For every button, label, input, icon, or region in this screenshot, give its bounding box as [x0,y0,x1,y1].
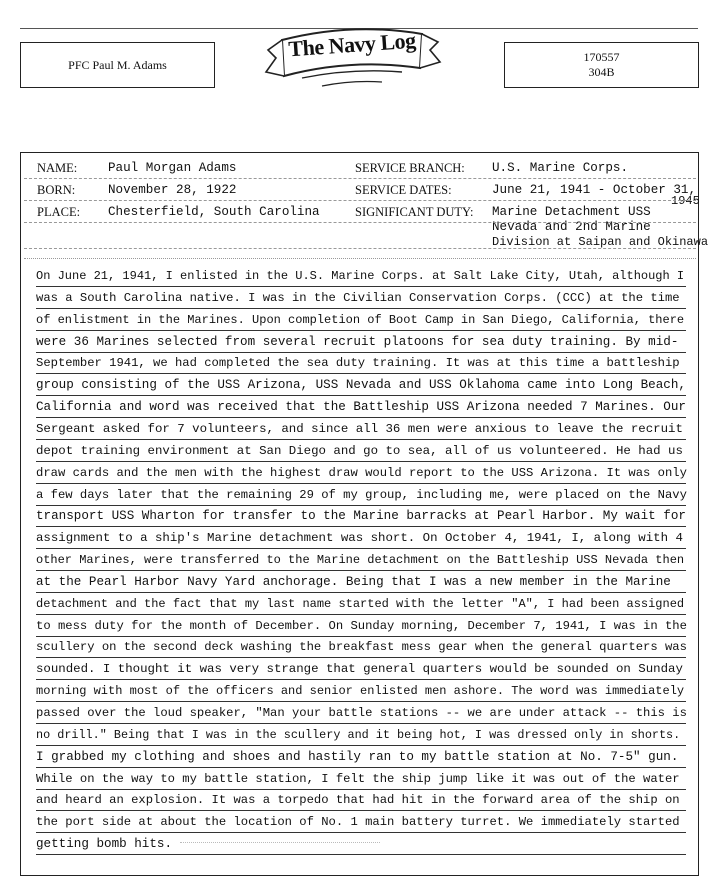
born-label: BORN: [37,183,76,197]
dates-end-year: 1945 [671,194,700,208]
name-box-text: PFC Paul M. Adams [68,57,167,72]
dates-label: SERVICE DATES: [355,183,452,197]
rule [24,178,696,179]
narrative-line: On June 21, 1941, I enlisted in the U.S. Marine Corps. at Salt Lake City, Utah, although I [36,266,686,287]
narrative-line: scullery on the second deck washing the breakfast mess gear when the general quarters was [36,637,686,658]
narrative-line: getting bomb hits. [36,834,686,855]
place-value: Chesterfield, South Carolina [108,205,320,219]
narrative-line: other Marines, were transferred to the Marine detachment on the Battleship USS Nevada then [36,550,686,571]
narrative-line: Sergeant asked for 7 volunteers, and since all 36 men were anxious to leave the recruit [36,419,686,440]
name-value: Paul Morgan Adams [108,161,237,175]
narrative-line: the port side at about the location of No. 1 main battery turret. We immediately started [36,812,686,833]
born-value: November 28, 1922 [108,183,237,197]
id-number: 170557 [583,50,620,64]
branch-label: SERVICE BRANCH: [355,161,465,175]
branch-value: U.S. Marine Corps. [492,161,629,175]
narrative-line: assignment to a ship's Marine detachment was short. On October 4, 1941, I, along with 4 [36,528,686,549]
logo-title: The Navy Log [287,27,417,62]
rule [24,248,696,249]
narrative-line: sounded. I thought it was very strange that general quarters would be sounded on Sunday [36,659,686,680]
duty-line-2: Nevada and 2nd Marine [492,220,651,234]
narrative-line: at the Pearl Harbor Navy Yard anchorage. Being that I was a new member in the Marine [36,572,686,593]
id-box [504,42,699,88]
place-label: PLACE: [37,205,81,219]
narrative-line: were 36 Marines selected from several recruit platoons for sea duty training. By mid- [36,332,686,353]
narrative-line: depot training environment at San Diego and go to sea, all of us volunteered. He had us [36,441,686,462]
narrative-line: morning with most of the officers and senior enlisted men ashore. The word was immediately [36,681,686,702]
narrative-line: was a South Carolina native. I was in the Civilian Conservation Corps. (CCC) at the time [36,288,686,309]
duty-line-1: Marine Detachment USS [492,205,651,219]
narrative-line: draw cards and the men with the highest draw would report to the USS Arizona. It was only [36,463,686,484]
rule [24,222,696,223]
navy-log-logo [262,20,442,98]
duty-line-3: Division at Saipan and Okinawa [492,235,709,249]
narrative-line: I grabbed my clothing and shoes and hastily ran to my battle station at No. 7-5" gun. [36,747,686,768]
narrative-line: to mess duty for the month of December. On Sunday morning, December 7, 1941, I was in the [36,616,686,637]
rule [24,258,696,259]
narrative-line: of enlistment in the Marines. Upon completion of Boot Camp in San Diego, California, there [36,310,686,331]
name-label: NAME: [37,161,78,175]
narrative-line: and heard an explosion. It was a torpedo that had hit in the forward area of the ship on [36,790,686,811]
id-code: 304B [588,65,615,79]
narrative-line: no drill." Being that I was in the scullery and it being hot, I was dressed only in shorts. [36,725,686,746]
rule [24,200,696,201]
faint-rule [180,842,380,844]
narrative-line: a few days later that the remaining 29 of my group, including me, were placed on the Navy [36,485,686,506]
duty-label: SIGNIFICANT DUTY: [355,205,474,219]
narrative-line: detachment and the fact that my last name started with the letter "A", I had been assigned [36,594,686,615]
narrative-line: passed over the loud speaker, "Man your battle stations -- we are under attack -- this is [36,703,686,724]
dates-value: June 21, 1941 - October 31, [492,183,697,197]
narrative-line: California and word was received that the Battleship USS Arizona needed 7 Marines. Our [36,397,686,418]
name-box [20,42,215,88]
narrative-line: transport USS Wharton for transfer to the Marine barracks at Pearl Harbor. My wait for [36,506,686,527]
narrative-line: group consisting of the USS Arizona, USS Nevada and USS Oklahoma came into Long Beach, [36,375,686,396]
narrative-line: While on the way to my battle station, I felt the ship jump like it was out of the water [36,769,686,790]
narrative-line: September 1941, we had completed the sea duty training. It was at this time a battleship [36,353,686,374]
